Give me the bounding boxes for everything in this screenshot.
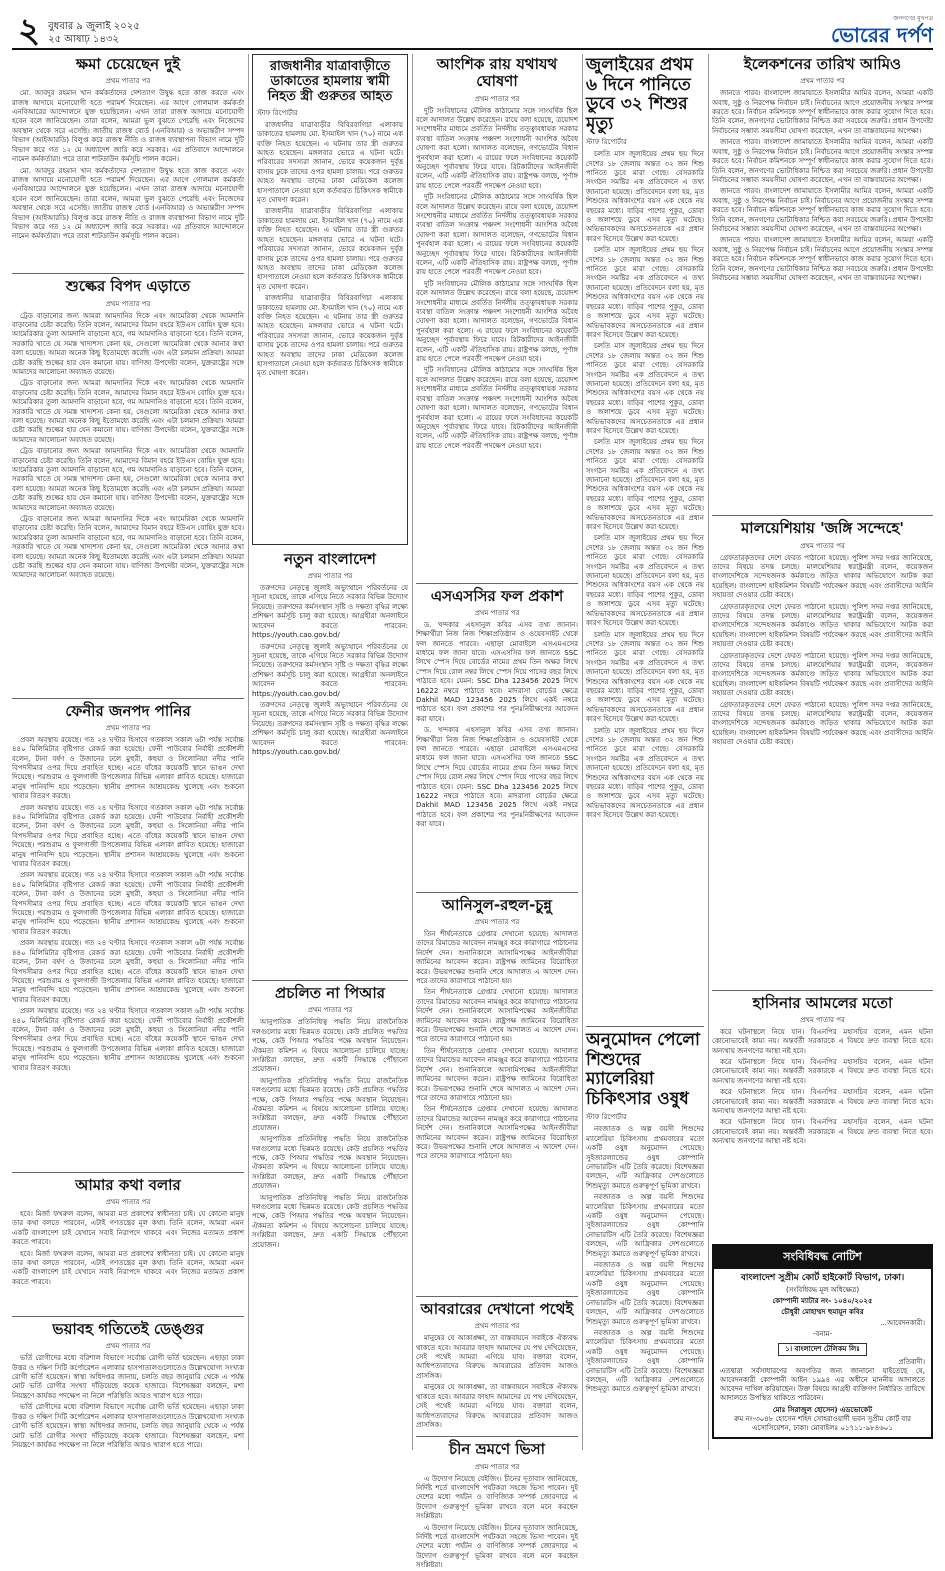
article-abrar	[416, 1301, 578, 1430]
date-bangla: ২৫ আষাঢ় ১৪৩২	[48, 34, 119, 45]
byline: প্রথম পাতার পর	[105, 77, 151, 86]
article-body: গ্রেফতারকৃতদের দেশে ফেরত পাঠানো হয়েছে। পুলিশ সদর দপ্তর জানিয়েছে, তাদের বিষয়ে তদন্ত চলছে। মালয়েশিয়ার স্বরাষ্ট্রমন্ত্রী বলেন, কয়েকজন বাংলাদেশিকে সন্দেহজনক কর্মকাণ্ডে জড়িত থাকার অভিযোগে আটক করা হয়েছিল। বাংলাদেশ হাইকমিশন বিষয়টি পর্যবেক্ষণ করছে এবং প্রবাসীদের আইনি সহায়তা দেওয়ার চেষ্টা করছে। গ্রেফতারকৃতদের দেশে ফেরত পাঠানো হয়েছে। পুলিশ সদর দপ্তর জানিয়েছে, তাদের বিষয়ে তদন্ত চলছে। মালয়েশিয়ার স্বরাষ্ট্রমন্ত্রী বলেন, কয়েকজন বাংলাদেশিকে সন্দেহজনক কর্মকাণ্ডে জড়িত থাকার অভিযোগে আটক করা হয়েছিল। বাংলাদেশ হাইকমিশন বিষয়টি পর্যবেক্ষণ করছে এবং প্রবাসীদের আইনি সহায়তা দেওয়ার চেষ্টা করছে। গ্রেফতারকৃতদের দেশে ফেরত পাঠানো হয়েছে। পুলিশ সদর দপ্তর জানিয়েছে, তাদের বিষয়ে তদন্ত চলছে। মালয়েশিয়ার স্বরাষ্ট্রমন্ত্রী বলেন, কয়েকজন বাংলাদেশিকে সন্দেহজনক কর্মকাণ্ডে জড়িত থাকার অভিযোগে আটক করা হয়েছিল। বাংলাদেশ হাইকমিশন বিষয়টি পর্যবেক্ষণ করছে এবং প্রবাসীদের আইনি সহায়তা দেওয়ার চেষ্টা করছে। গ্রেফতারকৃতদের দেশে ফেরত পাঠানো হয়েছে। পুলিশ সদর দপ্তর জানিয়েছে, তাদের বিষয়ে তদন্ত চলছে। মালয়েশিয়ার স্বরাষ্ট্রমন্ত্রী বলেন, কয়েকজন বাংলাদেশিকে সন্দেহজনক কর্মকাণ্ডে জড়িত থাকার অভিযোগে আটক করা হয়েছিল। বাংলাদেশ হাইকমিশন বিষয়টি পর্যবেক্ষণ করছে এবং প্রবাসীদের আইনি সহায়তা দেওয়ার চেষ্টা করছে।	[712, 553, 933, 747]
byline: প্রথম পাতার পর	[105, 1342, 151, 1351]
article-body: এ উদ্যোগ নিয়েছে বেইজিং। চীনের দূতাবাস জানিয়েছে, নির্দিষ্ট শর্তে বাংলাদেশি পর্যটকরা সহজে ভিসা পাবেন। দুই দেশের মধ্যে পর্যটন ও বাণিজ্যিক সম্পর্ক জোরদারে এ উদ্যোগ গুরুত্বপূর্ণ ভূমিকা রাখবে বলে মনে করছেন সংশ্লিষ্টরা। এ উদ্যোগ নিয়েছে বেইজিং। চীনের দূতাবাস জানিয়েছে, নির্দিষ্ট শর্তে বাংলাদেশি পর্যটকরা সহজে ভিসা পাবেন। দুই দেশের মধ্যে পর্যটন ও বাণিজ্যিক সম্পর্ক জোরদারে এ উদ্যোগ গুরুত্বপূর্ণ ভূমিকা রাখবে বলে মনে করছেন সংশ্লিষ্টরা।	[416, 1474, 578, 1570]
notice-title: সংবিধিবদ্ধ নোটিশ	[714, 1246, 931, 1269]
article-body: তিন শীর্ষনেতাকে গ্রেপ্তার দেখানো হয়েছে। আদালত তাদের রিমান্ডের আবেদন নামঞ্জুর করে কারাগারে পাঠানোর নির্দেশ দেন। শুনানিকালে আসামিপক্ষের আইনজীবীরা জামিনের আবেদন করেন। রাষ্ট্রপক্ষ জামিনের বিরোধিতা করে। উভয়পক্ষের শুনানি শেষে আদালত এ আদেশ দেন। পরে তাদের কারাগারে পাঠানো হয়। তিন শীর্ষনেতাকে গ্রেপ্তার দেখানো হয়েছে। আদালত তাদের রিমান্ডের আবেদন নামঞ্জুর করে কারাগারে পাঠানোর নির্দেশ দেন। শুনানিকালে আসামিপক্ষের আইনজীবীরা জামিনের আবেদন করেন। রাষ্ট্রপক্ষ জামিনের বিরোধিতা করে। উভয়পক্ষের শুনানি শেষে আদালত এ আদেশ দেন। পরে তাদের কারাগারে পাঠানো হয়। তিন শীর্ষনেতাকে গ্রেপ্তার দেখানো হয়েছে। আদালত তাদের রিমান্ডের আবেদন নামঞ্জুর করে কারাগারে পাঠানোর নির্দেশ দেন। শুনানিকালে আসামিপক্ষের আইনজীবীরা জামিনের আবেদন করেন। রাষ্ট্রপক্ষ জামিনের বিরোধিতা করে। উভয়পক্ষের শুনানি শেষে আদালত এ আদেশ দেন। পরে তাদের কারাগারে পাঠানো হয়। তিন শীর্ষনেতাকে গ্রেপ্তার দেখানো হয়েছে। আদালত তাদের রিমান্ডের আবেদন নামঞ্জুর করে কারাগারে পাঠানোর নির্দেশ দেন। শুনানিকালে আসামিপক্ষের আইনজীবীরা জামিনের আবেদন করেন। রাষ্ট্রপক্ষ জামিনের বিরোধিতা করে। উভয়পক্ষের শুনানি শেষে আদালত এ আদেশ দেন। পরে তাদের কারাগারে পাঠানো হয়।	[416, 930, 578, 1161]
article-body: চলতি মাস জুলাইয়ের প্রথম ছয় দিনে দেশের ১৮ জেলায় অন্তত ৩২ জন শিশু পানিতে ডুবে মারা গেছে। বেসরকারি সংগঠন সমষ্টির এক প্রতিবেদনে এ তথ্য জানানো হয়েছে। প্রতিবেদনে বলা হয়, মৃত শিশুদের অধিকাংশের বয়স এক থেকে নয় বছরের মধ্যে। বাড়ির পাশের পুকুর, ডোবা ও জলাশয়ে ডুবে এসব মৃত্যু ঘটেছে। অভিভাবকদের অসচেতনতাকে এর প্রধান কারণ হিসেবে উল্লেখ করা হয়েছে। চলতি মাস জুলাইয়ের প্রথম ছয় দিনে দেশের ১৮ জেলায় অন্তত ৩২ জন শিশু পানিতে ডুবে মারা গেছে। বেসরকারি সংগঠন সমষ্টির এক প্রতিবেদনে এ তথ্য জানানো হয়েছে। প্রতিবেদনে বলা হয়, মৃত শিশুদের অধিকাংশের বয়স এক থেকে নয় বছরের মধ্যে। বাড়ির পাশের পুকুর, ডোবা ও জলাশয়ে ডুবে এসব মৃত্যু ঘটেছে। অভিভাবকদের অসচেতনতাকে এর প্রধান কারণ হিসেবে উল্লেখ করা হয়েছে। চলতি মাস জুলাইয়ের প্রথম ছয় দিনে দেশের ১৮ জেলায় অন্তত ৩২ জন শিশু পানিতে ডুবে মারা গেছে। বেসরকারি সংগঠন সমষ্টির এক প্রতিবেদনে এ তথ্য জানানো হয়েছে। প্রতিবেদনে বলা হয়, মৃত শিশুদের অধিকাংশের বয়স এক থেকে নয় বছরের মধ্যে। বাড়ির পাশের পুকুর, ডোবা ও জলাশয়ে ডুবে এসব মৃত্যু ঘটেছে। অভিভাবকদের অসচেতনতাকে এর প্রধান কারণ হিসেবে উল্লেখ করা হয়েছে। চলতি মাস জুলাইয়ের প্রথম ছয় দিনে দেশের ১৮ জেলায় অন্তত ৩২ জন শিশু পানিতে ডুবে মারা গেছে। বেসরকারি সংগঠন সমষ্টির এক প্রতিবেদনে এ তথ্য জানানো হয়েছে। প্রতিবেদনে বলা হয়, মৃত শিশুদের অধিকাংশের বয়স এক থেকে নয় বছরের মধ্যে। বাড়ির পাশের পুকুর, ডোবা ও জলাশয়ে ডুবে এসব মৃত্যু ঘটেছে। অভিভাবকদের অসচেতনতাকে এর প্রধান কারণ হিসেবে উল্লেখ করা হয়েছে। চলতি মাস জুলাইয়ের প্রথম ছয় দিনে দেশের ১৮ জেলায় অন্তত ৩২ জন শিশু পানিতে ডুবে মারা গেছে। বেসরকারি সংগঠন সমষ্টির এক প্রতিবেদনে এ তথ্য জানানো হয়েছে। প্রতিবেদনে বলা হয়, মৃত শিশুদের অধিকাংশের বয়স এক থেকে নয় বছরের মধ্যে। বাড়ির পাশের পুকুর, ডোবা ও জলাশয়ে ডুবে এসব মৃত্যু ঘটেছে। অভিভাবকদের অসচেতনতাকে এর প্রধান কারণ হিসেবে উল্লেখ করা হয়েছে। চলতি মাস জুলাইয়ের প্রথম ছয় দিনে দেশের ১৮ জেলায় অন্তত ৩২ জন শিশু পানিতে ডুবে মারা গেছে। বেসরকারি সংগঠন সমষ্টির এক প্রতিবেদনে এ তথ্য জানানো হয়েছে। প্রতিবেদনে বলা হয়, মৃত শিশুদের অধিকাংশের বয়স এক থেকে নয় বছরের মধ্যে। বাড়ির পাশের পুকুর, ডোবা ও জলাশয়ে ডুবে এসব মৃত্যু ঘটেছে। অভিভাবকদের অসচেতনতাকে এর প্রধান কারণ হিসেবে উল্লেখ করা হয়েছে। চলতি মাস জুলাইয়ের প্রথম ছয় দিনে দেশের ১৮ জেলায় অন্তত ৩২ জন শিশু পানিতে ডুবে মারা গেছে। বেসরকারি সংগঠন সমষ্টির এক প্রতিবেদনে এ তথ্য জানানো হয়েছে। প্রতিবেদনে বলা হয়, মৃত শিশুদের অধিকাংশের বয়স এক থেকে নয় বছরের মধ্যে। বাড়ির পাশের পুকুর, ডোবা ও জলাশয়ে ডুবে এসব মৃত্যু ঘটেছে। অভিভাবকদের অসচেতনতাকে এর প্রধান কারণ হিসেবে উল্লেখ করা হয়েছে।	[586, 150, 704, 820]
byline: স্টাফ রিপোর্টার	[586, 138, 627, 147]
statutory-notice	[712, 1244, 933, 1439]
headline: শুল্কের বিপদ এড়াতে	[65, 277, 191, 296]
notice-address: রুম নং-৩০৪৮ হোসেন শহিদ সোহরাওয়ার্দী ভবন সুপ্রীম কোর্ট বার এসোসিয়েশন, ঢাকা। মোবাইলঃ ০১৭১১-৯৮৪৬০১	[733, 1414, 912, 1432]
byline: প্রথম পাতার পর	[474, 1462, 520, 1471]
byline: স্টাফ রিপোর্টার	[257, 108, 298, 117]
notice-respondent-role: প্রতিবাদী।	[898, 1357, 925, 1366]
article-body: করে ঘটনাস্থলে নিয়ে যান। বিএনপির মহাসচিব বলেন, এমন ঘটনা কোনোভাবেই কাম্য নয়। অন্তর্বর্তী সরকারকে এ বিষয়ে দ্রুত ব্যবস্থা নিতে হবে। অন্যথায় জনগণের আস্থা নষ্ট হবে। করে ঘটনাস্থলে নিয়ে যান। বিএনপির মহাসচিব বলেন, এমন ঘটনা কোনোভাবেই কাম্য নয়। অন্তর্বর্তী সরকারকে এ বিষয়ে দ্রুত ব্যবস্থা নিতে হবে। অন্যথায় জনগণের আস্থা নষ্ট হবে। করে ঘটনাস্থলে নিয়ে যান। বিএনপির মহাসচিব বলেন, এমন ঘটনা কোনোভাবেই কাম্য নয়। অন্তর্বর্তী সরকারকে এ বিষয়ে দ্রুত ব্যবস্থা নিতে হবে। অন্যথায় জনগণের আস্থা নষ্ট হবে। করে ঘটনাস্থলে নিয়ে যান। বিএনপির মহাসচিব বলেন, এমন ঘটনা কোনোভাবেই কাম্য নয়। অন্তর্বর্তী সরকারকে এ বিষয়ে দ্রুত ব্যবস্থা নিতে হবে। অন্যথায় জনগণের আস্থা নষ্ট হবে।	[712, 1027, 933, 1146]
article-dengue	[12, 1321, 244, 1524]
article-body: দুটি সংবিধানের মৌলিক কাঠামোর সঙ্গে সাংঘর্ষিক ছিল বলে আদালত উল্লেখ করেছেন। রায়ে বলা হয়েছে, ত্রয়োদশ সংশোধনীর মাধ্যমে প্রবর্তিত নির্দলীয় তত্ত্বাবধায়ক সরকার ব্যবস্থা বাতিল সংক্রান্ত পঞ্চদশ সংশোধনী আংশিক অবৈধ ঘোষণা করা হলো। আদালত বলেছেন, গণভোটের বিধান পুনর্বহাল করা হলো। এ রায়ের ফলে সংবিধানের কয়েকটি অনুচ্ছেদ পূর্বাবস্থায় ফিরে যাবে। রিটকারীদের আইনজীবী বলেন, এটি একটি ঐতিহাসিক রায়। রাষ্ট্রপক্ষ বলছে, পূর্ণাঙ্গ রায় হাতে পেলে পরবর্তী পদক্ষেপ নেওয়া হবে। দুটি সংবিধানের মৌলিক কাঠামোর সঙ্গে সাংঘর্ষিক ছিল বলে আদালত উল্লেখ করেছেন। রায়ে বলা হয়েছে, ত্রয়োদশ সংশোধনীর মাধ্যমে প্রবর্তিত নির্দলীয় তত্ত্বাবধায়ক সরকার ব্যবস্থা বাতিল সংক্রান্ত পঞ্চদশ সংশোধনী আংশিক অবৈধ ঘোষণা করা হলো। আদালত বলেছেন, গণভোটের বিধান পুনর্বহাল করা হলো। এ রায়ের ফলে সংবিধানের কয়েকটি অনুচ্ছেদ পূর্বাবস্থায় ফিরে যাবে। রিটকারীদের আইনজীবী বলেন, এটি একটি ঐতিহাসিক রায়। রাষ্ট্রপক্ষ বলছে, পূর্ণাঙ্গ রায় হাতে পেলে পরবর্তী পদক্ষেপ নেওয়া হবে। দুটি সংবিধানের মৌলিক কাঠামোর সঙ্গে সাংঘর্ষিক ছিল বলে আদালত উল্লেখ করেছেন। রায়ে বলা হয়েছে, ত্রয়োদশ সংশোধনীর মাধ্যমে প্রবর্তিত নির্দলীয় তত্ত্বাবধায়ক সরকার ব্যবস্থা বাতিল সংক্রান্ত পঞ্চদশ সংশোধনী আংশিক অবৈধ ঘোষণা করা হলো। আদালত বলেছেন, গণভোটের বিধান পুনর্বহাল করা হলো। এ রায়ের ফলে সংবিধানের কয়েকটি অনুচ্ছেদ পূর্বাবস্থায় ফিরে যাবে। রিটকারীদের আইনজীবী বলেন, এটি একটি ঐতিহাসিক রায়। রাষ্ট্রপক্ষ বলছে, পূর্ণাঙ্গ রায় হাতে পেলে পরবর্তী পদক্ষেপ নেওয়া হবে। দুটি সংবিধানের মৌলিক কাঠামোর সঙ্গে সাংঘর্ষিক ছিল বলে আদালত উল্লেখ করেছেন। রায়ে বলা হয়েছে, ত্রয়োদশ সংশোধনীর মাধ্যমে প্রবর্তিত নির্দলীয় তত্ত্বাবধায়ক সরকার ব্যবস্থা বাতিল সংক্রান্ত পঞ্চদশ সংশোধনী আংশিক অবৈধ ঘোষণা করা হলো। আদালত বলেছেন, গণভোটের বিধান পুনর্বহাল করা হলো। এ রায়ের ফলে সংবিধানের কয়েকটি অনুচ্ছেদ পূর্বাবস্থায় ফিরে যাবে। রিটকারীদের আইনজীবী বলেন, এটি একটি ঐতিহাসিক রায়। রাষ্ট্রপক্ষ বলছে, পূর্ণাঙ্গ রায় হাতে পেলে পরবর্তী পদক্ষেপ নেওয়া হবে।	[416, 106, 578, 450]
article-jatrabari-robbery	[252, 54, 408, 545]
column-4	[586, 54, 704, 1450]
page-number: ২	[18, 11, 41, 51]
column-divider	[582, 54, 583, 1450]
headline: ফেনীর জনপদ পানির	[65, 701, 191, 720]
article-body: ট্রেড বাড়ানোর জন্য আমরা আমদানির দিকে এবং আমেরিকা থেকে আমদানি বাড়ানোর চেষ্টা করেছি। তিনি বলেন, আমাদের বিমান বহরে ইউএস বোয়িং যুক্ত হবে। আমেরিকার তুলা আমদানি বাড়ানো হবে, গম আমদানিও বাড়ানো হবে। তিনি বলেন, সরকারি খাতে যে সমস্ত খাদ্যশস্য কেনা হয়, সেগুলো আমেরিকা থেকে আনার কথা বলা হয়েছে। আমরা অনেক কিছু ইতোমধ্যে করেছি এবং এটা চলমান প্রক্রিয়া। আমরা চেষ্টা করছি শুল্কের হার যেন কমানো যায়। বাণিজ্য উপদেষ্টা বলেন, যুক্তরাষ্ট্রের সঙ্গে আমাদের আলোচনা অব্যাহত রয়েছে। ট্রেড বাড়ানোর জন্য আমরা আমদানির দিকে এবং আমেরিকা থেকে আমদানি বাড়ানোর চেষ্টা করেছি। তিনি বলেন, আমাদের বিমান বহরে ইউএস বোয়িং যুক্ত হবে। আমেরিকার তুলা আমদানি বাড়ানো হবে, গম আমদানিও বাড়ানো হবে। তিনি বলেন, সরকারি খাতে যে সমস্ত খাদ্যশস্য কেনা হয়, সেগুলো আমেরিকা থেকে আনার কথা বলা হয়েছে। আমরা অনেক কিছু ইতোমধ্যে করেছি এবং এটা চলমান প্রক্রিয়া। আমরা চেষ্টা করছি শুল্কের হার যেন কমানো যায়। বাণিজ্য উপদেষ্টা বলেন, যুক্তরাষ্ট্রের সঙ্গে আমাদের আলোচনা অব্যাহত রয়েছে। ট্রেড বাড়ানোর জন্য আমরা আমদানির দিকে এবং আমেরিকা থেকে আমদানি বাড়ানোর চেষ্টা করেছি। তিনি বলেন, আমাদের বিমান বহরে ইউএস বোয়িং যুক্ত হবে। আমেরিকার তুলা আমদানি বাড়ানো হবে, গম আমদানিও বাড়ানো হবে। তিনি বলেন, সরকারি খাতে যে সমস্ত খাদ্যশস্য কেনা হয়, সেগুলো আমেরিকা থেকে আনার কথা বলা হয়েছে। আমরা অনেক কিছু ইতোমধ্যে করেছি এবং এটা চলমান প্রক্রিয়া। আমরা চেষ্টা করছি শুল্কের হার যেন কমানো যায়। বাণিজ্য উপদেষ্টা বলেন, যুক্তরাষ্ট্রের সঙ্গে আমাদের আলোচনা অব্যাহত রয়েছে। ট্রেড বাড়ানোর জন্য আমরা আমদানির দিকে এবং আমেরিকা থেকে আমদানি বাড়ানোর চেষ্টা করেছি। তিনি বলেন, আমাদের বিমান বহরে ইউএস বোয়িং যুক্ত হবে। আমেরিকার তুলা আমদানি বাড়ানো হবে, গম আমদানিও বাড়ানো হবে। তিনি বলেন, সরকারি খাতে যে সমস্ত খাদ্যশস্য কেনা হয়, সেগুলো আমেরিকা থেকে আনার কথা বলা হয়েছে। আমরা অনেক কিছু ইতোমধ্যে করেছি এবং এটা চলমান প্রক্রিয়া। আমরা চেষ্টা করছি শুল্কের হার যেন কমানো যায়। বাণিজ্য উপদেষ্টা বলেন, যুক্তরাষ্ট্রের সঙ্গে আমাদের আলোচনা অব্যাহত রয়েছে।	[12, 311, 244, 580]
headline: রাজধানীর যাত্রাবাড়ীতে ডাকাতের হামলায় স্বামী নিহত স্ত্রী গুরুতর আহত	[267, 59, 393, 104]
byline: প্রথম পাতার পর	[105, 1198, 151, 1206]
masthead	[12, 6, 933, 50]
article-body: নবজাতক ও অল্প বয়সী শিশুদের ম্যালেরিয়া চিকিৎসায় প্রথমবারের মতো একটি ওষুধ অনুমোদন পেয়েছে। সুইজারল্যান্ডের ওষুধ কোম্পানি নোভারটিস এটি তৈরি করেছে। বিশেষজ্ঞরা বলছেন, এটি আফ্রিকার দেশগুলোতে শিশুমৃত্যু কমাতে গুরুত্বপূর্ণ ভূমিকা রাখবে। নবজাতক ও অল্প বয়সী শিশুদের ম্যালেরিয়া চিকিৎসায় প্রথমবারের মতো একটি ওষুধ অনুমোদন পেয়েছে। সুইজারল্যান্ডের ওষুধ কোম্পানি নোভারটিস এটি তৈরি করেছে। বিশেষজ্ঞরা বলছেন, এটি আফ্রিকার দেশগুলোতে শিশুমৃত্যু কমাতে গুরুত্বপূর্ণ ভূমিকা রাখবে। নবজাতক ও অল্প বয়সী শিশুদের ম্যালেরিয়া চিকিৎসায় প্রথমবারের মতো একটি ওষুধ অনুমোদন পেয়েছে। সুইজারল্যান্ডের ওষুধ কোম্পানি নোভারটিস এটি তৈরি করেছে। বিশেষজ্ঞরা বলছেন, এটি আফ্রিকার দেশগুলোতে শিশুমৃত্যু কমাতে গুরুত্বপূর্ণ ভূমিকা রাখবে। নবজাতক ও অল্প বয়সী শিশুদের ম্যালেরিয়া চিকিৎসায় প্রথমবারের মতো একটি ওষুধ অনুমোদন পেয়েছে। সুইজারল্যান্ডের ওষুধ কোম্পানি নোভারটিস এটি তৈরি করেছে। বিশেষজ্ঞরা বলছেন, এটি আফ্রিকার দেশগুলোতে শিশুমৃত্যু কমাতে গুরুত্বপূর্ণ ভূমিকা রাখবে।	[586, 1125, 704, 1394]
column-divider	[708, 54, 709, 1450]
article-body: মানুষের যে আকাঙ্ক্ষা, তা বাস্তবায়নে সবাইকে ঐক্যবদ্ধ থাকতে হবে। আবরার ফাহাদ আমাদের যে পথ দেখিয়েছেন, সেই পথেই আমরা এগিয়ে যাব। বক্তারা বলেন, আধিপত্যবাদের বিরুদ্ধে আবরারের প্রতিবাদ আজও প্রাসঙ্গিক। মানুষের যে আকাঙ্ক্ষা, তা বাস্তবায়নে সবাইকে ঐক্যবদ্ধ থাকতে হবে। আবরার ফাহাদ আমাদের যে পথ দেখিয়েছেন, সেই পথেই আমরা এগিয়ে যাব। বক্তারা বলেন, আধিপত্যবাদের বিরুদ্ধে আবরারের প্রতিবাদ আজও প্রাসঙ্গিক।	[416, 1334, 578, 1429]
logo-name: ভোরের দর্পণ	[831, 23, 933, 47]
notice-body: এতদ্বারা সর্বসাধারণের অবগতির জন্য জানানো যাইতেছে যে, আবেদনকারী কোম্পানী আইন ১৯৯৪ এর অধীনে মাননীয় আদালতে আবেদন দাখিল করিয়াছেন। উক্ত বিষয়ে আগ্রহী ব্যক্তিগণ নির্ধারিত তারিখে আদালতে উপস্থিত থাকিতে পারিবেন।	[720, 1366, 925, 1402]
notice-lawyer: মোঃ সিরাজুল হোসেন) এডভোকেট	[772, 1405, 873, 1414]
headline: নতুন বাংলাদেশ	[284, 549, 376, 568]
byline: স্টাফ রিপোর্টার	[586, 1113, 627, 1122]
article-child-drowning	[586, 56, 704, 1020]
article-freedom-speech	[12, 1177, 244, 1310]
article-body: হবে। মির্জা ফখরুল বলেন, আমরা মত প্রকাশের স্বাধীনতা চাই। যে কোনো মানুষ তার কথা বলতে পারবেন, এটাই গণতন্ত্রের মূল কথা। তিনি বলেন, আমরা এমন একটি বাংলাদেশ চাই যেখানে সবাই নিরাপদে থাকবে এবং নিজের মতামত প্রকাশ করতে পারবে। হবে। মির্জা ফখরুল বলেন, আমরা মত প্রকাশের স্বাধীনতা চাই। যে কোনো মানুষ তার কথা বলতে পারবেন, এটাই গণতন্ত্রের মূল কথা। তিনি বলেন, আমরা এমন একটি বাংলাদেশ চাই যেখানে সবাই নিরাপদে থাকবে এবং নিজের মতামত প্রকাশ করতে পারবে।	[12, 1210, 244, 1286]
headline: মালয়েশিয়ায় 'জঙ্গি সন্দেহে'	[740, 519, 905, 538]
column-2	[252, 54, 408, 1450]
logo-tagline: জনগণের মুখপত্র	[893, 15, 933, 22]
byline: প্রথম পাতার পর	[307, 572, 353, 581]
article-china-visa	[416, 1440, 578, 1570]
byline: প্রথম পাতার পর	[105, 299, 151, 308]
notice-petitioner-role: ...আবেদনকারী।	[880, 1318, 925, 1327]
article-body: মো. আবদুর রহমান খান কর্মকর্তাদের দেশত্যাগ উদ্বুদ্ধ হতে কাজ করতে এবং রাজস্ব আদায়ে মনোযোগী হতে পরামর্শ দিয়েছেন। এর আগে গোলমাল কর্মকর্তা এনবিআরের আন্দোলনে যুক্ত হয়েছিলেন। এখন তারা রাজস্ব আদায়ে মনোযোগী হবেন বলে জানিয়েছেন। তারা বলেন, আমরা ভুল বুঝতে পেরেছি এবং নিজেদের অবস্থান থেকে সরে এসেছি। জাতীয় রাজস্ব বোর্ড (এনবিআর) ও অভ্যন্তরীণ সম্পদ বিভাগ (আইআরডি) বিলুপ্ত করে রাজস্ব নীতি ও রাজস্ব ব্যবস্থাপনা বিভাগ নামে দুটি বিভাগ করে গত ১২ মে অধ্যাদেশ জারি করে সরকার। এর প্রতিবাদে আন্দোলনে নামেন কর্মকর্তারা। পরে তারা শাটডাউন কর্মসূচি পালন করেন। মো. আবদুর রহমান খান কর্মকর্তাদের দেশত্যাগ উদ্বুদ্ধ হতে কাজ করতে এবং রাজস্ব আদায়ে মনোযোগী হতে পরামর্শ দিয়েছেন। এর আগে গোলমাল কর্মকর্তা এনবিআরের আন্দোলনে যুক্ত হয়েছিলেন। এখন তারা রাজস্ব আদায়ে মনোযোগী হবেন বলে জানিয়েছেন। তারা বলেন, আমরা ভুল বুঝতে পেরেছি এবং নিজেদের অবস্থান থেকে সরে এসেছি। জাতীয় রাজস্ব বোর্ড (এনবিআর) ও অভ্যন্তরীণ সম্পদ বিভাগ (আইআরডি) বিলুপ্ত করে রাজস্ব নীতি ও রাজস্ব ব্যবস্থাপনা বিভাগ নামে দুটি বিভাগ করে গত ১২ মে অধ্যাদেশ জারি করে সরকার। এর প্রতিবাদে আন্দোলনে নামেন কর্মকর্তারা। পরে তারা শাটডাউন কর্মসূচি পালন করেন।	[12, 89, 244, 241]
headline: জুলাইয়ের প্রথম ৬ দিনে পানিতে ডুবে ৩২ শিশুর মৃত্যু	[586, 55, 693, 134]
notice-versus: -বনাম-	[812, 1329, 833, 1338]
column-divider	[412, 54, 413, 1450]
byline: প্রথম পাতার পর	[800, 77, 845, 86]
byline: প্রথম পাতার পর	[800, 1015, 845, 1024]
article-new-bangladesh	[252, 551, 408, 974]
byline: প্রথম পাতার পর	[474, 1322, 520, 1331]
article-body: তরুণদের নেতৃত্বে জুলাই অভ্যুত্থানে পরিবর্তনের যে সূচনা হয়েছে, তাকে এগিয়ে নিতে সরকার বিভিন্ন উদ্যোগ নিয়েছে। তরুণদের কর্মসংস্থান সৃষ্টি ও দক্ষতা বৃদ্ধির লক্ষ্যে প্রশিক্ষণ কর্মসূচি চালু করা হয়েছে। আগ্রহীরা অনলাইনে আবেদন করতে পারবেন: https://youth.cao.gov.bd/ তরুণদের নেতৃত্বে জুলাই অভ্যুত্থানে পরিবর্তনের যে সূচনা হয়েছে, তাকে এগিয়ে নিতে সরকার বিভিন্ন উদ্যোগ নিয়েছে। তরুণদের কর্মসংস্থান সৃষ্টি ও দক্ষতা বৃদ্ধির লক্ষ্যে প্রশিক্ষণ কর্মসূচি চালু করা হয়েছে। আগ্রহীরা অনলাইনে আবেদন করতে পারবেন: https://youth.cao.gov.bd/ তরুণদের নেতৃত্বে জুলাই অভ্যুত্থানে পরিবর্তনের যে সূচনা হয়েছে, তাকে এগিয়ে নিতে সরকার বিভিন্ন উদ্যোগ নিয়েছে। তরুণদের কর্মসংস্থান সৃষ্টি ও দক্ষতা বৃদ্ধির লক্ষ্যে প্রশিক্ষণ কর্মসূচি চালু করা হয়েছে। আগ্রহীরা অনলাইনে আবেদন করতে পারবেন: https://youth.cao.gov.bd/	[252, 584, 408, 756]
byline: প্রথম পাতার পর	[474, 608, 520, 617]
notice-case-number: কোম্পানী ম্যাটার নং- ১০৪০/২০২৫	[772, 1296, 873, 1305]
columns	[12, 54, 933, 1570]
headline: আবরারের দেখানো পথেই	[420, 1300, 574, 1318]
column-5	[712, 54, 933, 1450]
newspaper-logo	[831, 13, 933, 48]
article-hasina-era	[712, 995, 933, 1238]
article-body: আনুপাতিক প্রতিনিধিত্ব পদ্ধতি নিয়ে রাজনৈতিক দলগুলোর মধ্যে ভিন্নমত রয়েছে। কেউ প্রচলিত পদ্ধতির পক্ষে, কেউ পিআর পদ্ধতির পক্ষে অবস্থান নিয়েছেন। ঐকমত্য কমিশন এ বিষয়ে আলোচনা চালিয়ে যাচ্ছে। সংশ্লিষ্টরা বলছেন, দ্রুত একটি সিদ্ধান্তে পৌঁছানো প্রয়োজন। আনুপাতিক প্রতিনিধিত্ব পদ্ধতি নিয়ে রাজনৈতিক দলগুলোর মধ্যে ভিন্নমত রয়েছে। কেউ প্রচলিত পদ্ধতির পক্ষে, কেউ পিআর পদ্ধতির পক্ষে অবস্থান নিয়েছেন। ঐকমত্য কমিশন এ বিষয়ে আলোচনা চালিয়ে যাচ্ছে। সংশ্লিষ্টরা বলছেন, দ্রুত একটি সিদ্ধান্তে পৌঁছানো প্রয়োজন। আনুপাতিক প্রতিনিধিত্ব পদ্ধতি নিয়ে রাজনৈতিক দলগুলোর মধ্যে ভিন্নমত রয়েছে। কেউ প্রচলিত পদ্ধতির পক্ষে, কেউ পিআর পদ্ধতির পক্ষে অবস্থান নিয়েছেন। ঐকমত্য কমিশন এ বিষয়ে আলোচনা চালিয়ে যাচ্ছে। সংশ্লিষ্টরা বলছেন, দ্রুত একটি সিদ্ধান্তে পৌঁছানো প্রয়োজন। আনুপাতিক প্রতিনিধিত্ব পদ্ধতি নিয়ে রাজনৈতিক দলগুলোর মধ্যে ভিন্নমত রয়েছে। কেউ প্রচলিত পদ্ধতির পক্ষে, কেউ পিআর পদ্ধতির পক্ষে অবস্থান নিয়েছেন। ঐকমত্য কমিশন এ বিষয়ে আলোচনা চালিয়ে যাচ্ছে। সংশ্লিষ্টরা বলছেন, দ্রুত একটি সিদ্ধান্তে পৌঁছানো প্রয়োজন।	[252, 1018, 408, 1249]
byline: প্রথম পাতার পর	[307, 1006, 353, 1015]
date-block	[18, 11, 140, 51]
headline: আনিসুল-রহুল-চুন্নু	[442, 895, 552, 914]
notice-respondent: ১। বাংলাদেশ টেলিকম লিঃ	[778, 1343, 867, 1356]
date-gregorian: বুধবার ৯ জুলাই ২০২৫	[48, 21, 140, 32]
headline: এসএসসির ফল প্রকাশ	[430, 586, 564, 605]
article-body: জানতে পারব। বাংলাদেশ জামায়াতে ইসলামীর আমির বলেন, আমরা একটি অবাধ, সুষ্ঠু ও নিরপেক্ষ নির্বাচন চাই। নির্বাচনের আগে প্রয়োজনীয় সংস্কার সম্পন্ন করতে হবে। নির্বাচন কমিশনকে সম্পূর্ণ স্বাধীনভাবে কাজ করার সুযোগ দিতে হবে। তিনি বলেন, জনগণের ভোটাধিকার নিশ্চিত করা সবচেয়ে জরুরি। প্রধান উপদেষ্টা নির্বাচনের সম্ভাব্য সময়সীমা ঘোষণা করেছেন, এখন তা বাস্তবায়নের অপেক্ষা। জানতে পারব। বাংলাদেশ জামায়াতে ইসলামীর আমির বলেন, আমরা একটি অবাধ, সুষ্ঠু ও নিরপেক্ষ নির্বাচন চাই। নির্বাচনের আগে প্রয়োজনীয় সংস্কার সম্পন্ন করতে হবে। নির্বাচন কমিশনকে সম্পূর্ণ স্বাধীনভাবে কাজ করার সুযোগ দিতে হবে। তিনি বলেন, জনগণের ভোটাধিকার নিশ্চিত করা সবচেয়ে জরুরি। প্রধান উপদেষ্টা নির্বাচনের সম্ভাব্য সময়সীমা ঘোষণা করেছেন, এখন তা বাস্তবায়নের অপেক্ষা। জানতে পারব। বাংলাদেশ জামায়াতে ইসলামীর আমির বলেন, আমরা একটি অবাধ, সুষ্ঠু ও নিরপেক্ষ নির্বাচন চাই। নির্বাচনের আগে প্রয়োজনীয় সংস্কার সম্পন্ন করতে হবে। নির্বাচন কমিশনকে সম্পূর্ণ স্বাধীনভাবে কাজ করার সুযোগ দিতে হবে। তিনি বলেন, জনগণের ভোটাধিকার নিশ্চিত করা সবচেয়ে জরুরি। প্রধান উপদেষ্টা নির্বাচনের সম্ভাব্য সময়সীমা ঘোষণা করেছেন, এখন তা বাস্তবায়নের অপেক্ষা। জানতে পারব। বাংলাদেশ জামায়াতে ইসলামীর আমির বলেন, আমরা একটি অবাধ, সুষ্ঠু ও নিরপেক্ষ নির্বাচন চাই। নির্বাচনের আগে প্রয়োজনীয় সংস্কার সম্পন্ন করতে হবে। নির্বাচন কমিশনকে সম্পূর্ণ স্বাধীনভাবে কাজ করার সুযোগ দিতে হবে। তিনি বলেন, জনগণের ভোটাধিকার নিশ্চিত করা সবচেয়ে জরুরি। প্রধান উপদেষ্টা নির্বাচনের সম্ভাব্য সময়সীমা ঘোষণা করেছেন, এখন তা বাস্তবায়নের অপেক্ষা।	[712, 89, 933, 282]
byline: প্রথম পাতার পর	[105, 723, 151, 732]
headline: হাসিনার আমলের মতো	[752, 993, 893, 1012]
article-malaysia-militant	[712, 520, 933, 983]
headline: চীন ভ্রমণে ভিসা	[449, 1440, 545, 1459]
article-nbr-apology	[12, 56, 244, 267]
article-malaria-drug	[586, 1031, 704, 1465]
column-divider	[248, 54, 249, 1450]
article-body: ভর্তি রোগীদের মধ্যে বরিশাল বিভাগে সর্বোচ্চ রোগী ভর্তি হয়েছেন। এছাড়া ঢাকা উত্তর ও দক্ষিণ সিটি কর্পোরেশন এলাকার হাসপাতালগুলোতেও উল্লেখযোগ্য সংখ্যক রোগী ভর্তি হয়েছেন। স্বাস্থ্য অধিদপ্তর জানায়, চলতি বছর জানুয়ারি থেকে এ পর্যন্ত মোট ভর্তি রোগীর সংখ্যা দাঁড়িয়েছে কয়েক হাজারে। বিশেষজ্ঞরা বলছেন, মশা নিয়ন্ত্রণে কার্যকর পদক্ষেপ না নিলে পরিস্থিতি আরও খারাপ হতে পারে। ভর্তি রোগীদের মধ্যে বরিশাল বিভাগে সর্বোচ্চ রোগী ভর্তি হয়েছেন। এছাড়া ঢাকা উত্তর ও দক্ষিণ সিটি কর্পোরেশন এলাকার হাসপাতালগুলোতেও উল্লেখযোগ্য সংখ্যক রোগী ভর্তি হয়েছেন। স্বাস্থ্য অধিদপ্তর জানায়, চলতি বছর জানুয়ারি থেকে এ পর্যন্ত মোট ভর্তি রোগীর সংখ্যা দাঁড়িয়েছে কয়েক হাজারে। বিশেষজ্ঞরা বলছেন, মশা নিয়ন্ত্রণে কার্যকর পদক্ষেপ না নিলে পরিস্থিতি আরও খারাপ হতে পারে।	[12, 1354, 244, 1449]
byline: প্রথম পাতার পর	[474, 94, 520, 103]
column-3	[416, 54, 578, 1570]
byline: প্রথম পাতার পর	[474, 918, 520, 926]
headline: ইলেকশনের তারিখ আমিও	[743, 55, 902, 73]
notice-petitioner: চৌধুরী মোহাম্মদ হুমায়ূন কবির	[781, 1307, 864, 1316]
byline: প্রথম পাতার পর	[800, 541, 845, 550]
article-anisul-ruhul-chunnu	[416, 897, 578, 1290]
article-ssc-result	[416, 588, 578, 886]
headline: অনুমোদন পেলো শিশুদের ম্যালেরিয়া চিকিৎসার ওষুধ	[586, 1030, 700, 1109]
article-election-date	[712, 56, 933, 509]
headline: আমার কথা বলার	[75, 1175, 181, 1194]
headline: প্রচলিত না পিআর	[275, 984, 385, 1003]
article-body: রাজধানীর যাত্রাবাড়ীর বিবিরবাগিচা এলাকায় ডাকাতের হামলায় মো. ইসমাইল খান (৭০) নামে এক ব্যক্তি নিহত হয়েছেন। এ ঘটনায় তার স্ত্রী গুরুতর আহত হয়েছেন। মঙ্গলবার ভোরে এ ঘটনা ঘটে। পরিবারের সদস্যরা জানান, ভোরে কয়েকজন দুর্বৃত্ত বাসায় ঢুকে তাদের ওপর হামলা চালায়। পরে গুরুতর আহত অবস্থায় তাদের ঢাকা মেডিকেল কলেজ হাসপাতালে নেওয়া হলে কর্তব্যরত চিকিৎসক স্বামীকে মৃত ঘোষণা করেন। রাজধানীর যাত্রাবাড়ীর বিবিরবাগিচা এলাকায় ডাকাতের হামলায় মো. ইসমাইল খান (৭০) নামে এক ব্যক্তি নিহত হয়েছেন। এ ঘটনায় তার স্ত্রী গুরুতর আহত হয়েছেন। মঙ্গলবার ভোরে এ ঘটনা ঘটে। পরিবারের সদস্যরা জানান, ভোরে কয়েকজন দুর্বৃত্ত বাসায় ঢুকে তাদের ওপর হামলা চালায়। পরে গুরুতর আহত অবস্থায় তাদের ঢাকা মেডিকেল কলেজ হাসপাতালে নেওয়া হলে কর্তব্যরত চিকিৎসক স্বামীকে মৃত ঘোষণা করেন। রাজধানীর যাত্রাবাড়ীর বিবিরবাগিচা এলাকায় ডাকাতের হামলায় মো. ইসমাইল খান (৭০) নামে এক ব্যক্তি নিহত হয়েছেন। এ ঘটনায় তার স্ত্রী গুরুতর আহত হয়েছেন। মঙ্গলবার ভোরে এ ঘটনা ঘটে। পরিবারের সদস্যরা জানান, ভোরে কয়েকজন দুর্বৃত্ত বাসায় ঢুকে তাদের ওপর হামলা চালায়। পরে গুরুতর আহত অবস্থায় তাদের ঢাকা মেডিকেল কলেজ হাসপাতালে নেওয়া হলে কর্তব্যরত চিকিৎসক স্বামীকে মৃত ঘোষণা করেন।	[257, 120, 403, 378]
article-partial-verdict	[416, 56, 578, 577]
notice-jurisdiction: (সংবিধিবদ্ধ মূল অধিক্ষেত্র)	[785, 1285, 860, 1294]
headline: ক্ষমা চেয়েছেন দুই	[75, 55, 181, 73]
notice-court: বাংলাদেশ সুপ্রীম কোর্ট হাইকোর্ট বিভাগ, ঢাকা।	[740, 1272, 905, 1283]
article-feni-flood	[12, 703, 244, 1166]
article-tariff	[12, 278, 244, 691]
headline: ভয়াবহ গতিতেই ডেঙ্গুর	[52, 1320, 204, 1338]
article-body: ড. খন্দকার এহসানুল কবির এসব তথ্য জানান। শিক্ষার্থীরা নিজ নিজ শিক্ষাপ্রতিষ্ঠান ও ওয়েবসাইট থেকে ফল জানতে পারবে। এছাড়া মোবাইলে এসএমএসের মাধ্যমে ফল জানা যাবে। এসএসসির ফল জানতে SSC লিখে স্পেস দিয়ে বোর্ডের নামের প্রথম তিন অক্ষর লিখে স্পেস দিয়ে রোল নম্বর লিখে স্পেস দিয়ে পাসের বছর লিখে পাঠাতে হবে। যেমন: SSC Dha 123456 2025 লিখে 16222 নম্বরে পাঠাতে হবে। মাদরাসা বোর্ডের ক্ষেত্রে Dakhil MAD 123456 2025 লিখে একই নম্বরে পাঠাতে হবে। ফল প্রকাশের পর পুনঃনিরীক্ষণের আবেদন করা যাবে। ড. খন্দকার এহসানুল কবির এসব তথ্য জানান। শিক্ষার্থীরা নিজ নিজ শিক্ষাপ্রতিষ্ঠান ও ওয়েবসাইট থেকে ফল জানতে পারবে। এছাড়া মোবাইলে এসএমএসের মাধ্যমে ফল জানা যাবে। এসএসসির ফল জানতে SSC লিখে স্পেস দিয়ে বোর্ডের নামের প্রথম তিন অক্ষর লিখে স্পেস দিয়ে রোল নম্বর লিখে স্পেস দিয়ে পাসের বছর লিখে পাঠাতে হবে। যেমন: SSC Dha 123456 2025 লিখে 16222 নম্বরে পাঠাতে হবে। মাদরাসা বোর্ডের ক্ষেত্রে Dakhil MAD 123456 2025 লিখে একই নম্বরে পাঠাতে হবে। ফল প্রকাশের পর পুনঃনিরীক্ষণের আবেদন করা যাবে।	[416, 620, 578, 829]
column-1	[12, 54, 244, 1450]
headline: আংশিক রায় যথাযথ ঘোষণা	[436, 55, 558, 91]
article-pr-system	[252, 985, 408, 1458]
article-body: প্রবল অবস্থায় রয়েছে। গত ২৪ ঘণ্টার হিসাবে গতকাল সকাল ৬টা পর্যন্ত সর্বোচ্চ ৪৪০ মিলিমিটার বৃষ্টিপাত রেকর্ড করা হয়েছে। ফেনী পাউবোর নির্বাহী প্রকৌশলী বলেন, টানা বর্ষণ ও উজানের ঢলে মুহুরী, কহুয়া ও সিলোনিয়া নদীর পানি বিপদসীমার ওপর দিয়ে প্রবাহিত হচ্ছে। এতে বাঁধের কয়েকটি স্থানে ভাঙন দেখা দিয়েছে। পরশুরাম ও ফুলগাজী উপজেলার বিভিন্ন এলাকা প্লাবিত হয়েছে। হাজারো মানুষ পানিবন্দি হয়ে পড়েছেন। স্থানীয় প্রশাসন আশ্রয়কেন্দ্র খুলেছে এবং শুকনো খাবার বিতরণ করছে। প্রবল অবস্থায় রয়েছে। গত ২৪ ঘণ্টার হিসাবে গতকাল সকাল ৬টা পর্যন্ত সর্বোচ্চ ৪৪০ মিলিমিটার বৃষ্টিপাত রেকর্ড করা হয়েছে। ফেনী পাউবোর নির্বাহী প্রকৌশলী বলেন, টানা বর্ষণ ও উজানের ঢলে মুহুরী, কহুয়া ও সিলোনিয়া নদীর পানি বিপদসীমার ওপর দিয়ে প্রবাহিত হচ্ছে। এতে বাঁধের কয়েকটি স্থানে ভাঙন দেখা দিয়েছে। পরশুরাম ও ফুলগাজী উপজেলার বিভিন্ন এলাকা প্লাবিত হয়েছে। হাজারো মানুষ পানিবন্দি হয়ে পড়েছেন। স্থানীয় প্রশাসন আশ্রয়কেন্দ্র খুলেছে এবং শুকনো খাবার বিতরণ করছে। প্রবল অবস্থায় রয়েছে। গত ২৪ ঘণ্টার হিসাবে গতকাল সকাল ৬টা পর্যন্ত সর্বোচ্চ ৪৪০ মিলিমিটার বৃষ্টিপাত রেকর্ড করা হয়েছে। ফেনী পাউবোর নির্বাহী প্রকৌশলী বলেন, টানা বর্ষণ ও উজানের ঢলে মুহুরী, কহুয়া ও সিলোনিয়া নদীর পানি বিপদসীমার ওপর দিয়ে প্রবাহিত হচ্ছে। এতে বাঁধের কয়েকটি স্থানে ভাঙন দেখা দিয়েছে। পরশুরাম ও ফুলগাজী উপজেলার বিভিন্ন এলাকা প্লাবিত হয়েছে। হাজারো মানুষ পানিবন্দি হয়ে পড়েছেন। স্থানীয় প্রশাসন আশ্রয়কেন্দ্র খুলেছে এবং শুকনো খাবার বিতরণ করছে। প্রবল অবস্থায় রয়েছে। গত ২৪ ঘণ্টার হিসাবে গতকাল সকাল ৬টা পর্যন্ত সর্বোচ্চ ৪৪০ মিলিমিটার বৃষ্টিপাত রেকর্ড করা হয়েছে। ফেনী পাউবোর নির্বাহী প্রকৌশলী বলেন, টানা বর্ষণ ও উজানের ঢলে মুহুরী, কহুয়া ও সিলোনিয়া নদীর পানি বিপদসীমার ওপর দিয়ে প্রবাহিত হচ্ছে। এতে বাঁধের কয়েকটি স্থানে ভাঙন দেখা দিয়েছে। পরশুরাম ও ফুলগাজী উপজেলার বিভিন্ন এলাকা প্লাবিত হয়েছে। হাজারো মানুষ পানিবন্দি হয়ে পড়েছেন। স্থানীয় প্রশাসন আশ্রয়কেন্দ্র খুলেছে এবং শুকনো খাবার বিতরণ করছে। প্রবল অবস্থায় রয়েছে। গত ২৪ ঘণ্টার হিসাবে গতকাল সকাল ৬টা পর্যন্ত সর্বোচ্চ ৪৪০ মিলিমিটার বৃষ্টিপাত রেকর্ড করা হয়েছে। ফেনী পাউবোর নির্বাহী প্রকৌশলী বলেন, টানা বর্ষণ ও উজানের ঢলে মুহুরী, কহুয়া ও সিলোনিয়া নদীর পানি বিপদসীমার ওপর দিয়ে প্রবাহিত হচ্ছে। এতে বাঁধের কয়েকটি স্থানে ভাঙন দেখা দিয়েছে। পরশুরাম ও ফুলগাজী উপজেলার বিভিন্ন এলাকা প্লাবিত হয়েছে। হাজারো মানুষ পানিবন্দি হয়ে পড়েছেন। স্থানীয় প্রশাসন আশ্রয়কেন্দ্র খুলেছে এবং শুকনো খাবার বিতরণ করছে।	[12, 735, 244, 1072]
